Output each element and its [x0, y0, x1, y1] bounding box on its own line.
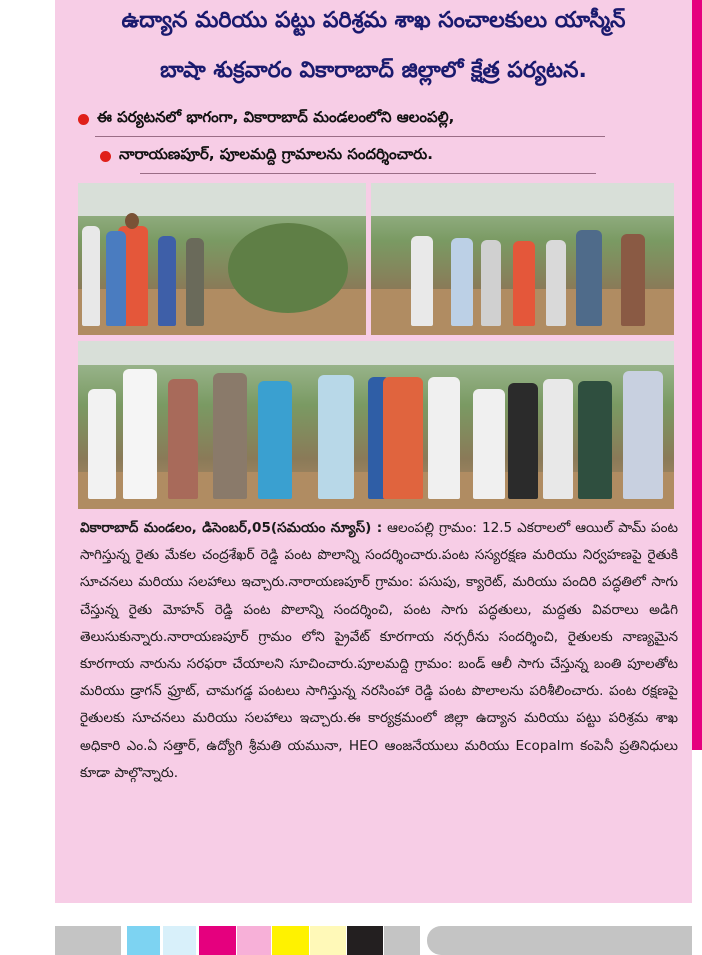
headline-line-2: బాషా శుక్రవారం వికారాబాద్ జిల్లాలో క్షేత్ర పర్యటన.	[160, 58, 587, 83]
color-swatch-light-magenta	[237, 926, 271, 955]
body-paragraph: ఆలంపల్లి గ్రామం: 12.5 ఎకరాలలో ఆయిల్ పామ్ పంట సాగిస్తున్న రైతు మేకల చంద్రశేఖర్ రెడ్డి పంట పొలాన్ని సందర్శించారు.పంట సస్యరక్షణ మరియు నిర్వహణపై రైతుకి సూచనలు మరియు సలహాలు ఇచ్చారు.నారాయణపూర్ గ్రామం: పసుపు, క్యారెట్, మరియు పందిరి పద్ధతిలో సాగు చేస్తున్న రైతు మోహన్ రెడ్డి పంట పొలాన్ని సందర్శించి, పంట సాగు పద్ధతులు, మద్దతు వివరాలు అడిగి తెలుసుకున్నారు.నారాయణపూర్ గ్రామం లోని ప్రైవేట్ కూరగాయ నర్సరీను సందర్శించి, రైతులకు నాణ్యమైన కూరగాయ నారును సరఫరా చేయాలని సూచించారు.పూలమద్ది గ్రామం: బండ్ ఆలీ సాగు చేస్తున్న బంతి పూలతోట మరియు డ్రాగన్ ఫ్రూట్, చామగడ్డ పంటలు సాగిస్తున్న నరసింహా రెడ్డి పంట పొలాలను పరిశీలించారు. పంట రక్షణపై రైతులకు సూచనలు మరియు సలహాలు ఇచ్చారు.ఈ కార్యక్రమంలో జిల్లా ఉద్యాన మరియు పట్టు పరిశ్రమ శాఖ అధికారి ఎం.ఏ సత్తార్, ఉద్యోగి శ్రీమతి యమునా, HEO ఆంజనేయులు మరియు Ecopalm కంపెనీ ప్రతినిధులు కూడా పాల్గొన్నారు.	[80, 520, 679, 781]
bullet-item-1	[78, 108, 454, 130]
group-photo	[78, 341, 674, 509]
headline-line-1: ఉద్యాన మరియు పట్టు పరిశ్రమ శాఖ సంచాలకులు యాస్మీన్	[121, 8, 626, 33]
color-swatch-light-yellow	[310, 926, 346, 955]
bullet-text-2: నారాయణపూర్, పూలమద్ది గ్రామాలను సందర్శించారు.	[119, 145, 433, 163]
color-swatch-gray	[384, 926, 420, 955]
field-visit-photo-1	[78, 183, 366, 335]
red-bullet-icon	[100, 151, 111, 162]
article-body	[80, 515, 678, 787]
bullet-item-2	[100, 145, 433, 167]
color-swatch-black	[347, 926, 383, 955]
dateline: వికారాబాద్ మండలం, డిసెంబర్,05(సమయం న్యూస్) :	[80, 520, 383, 536]
color-swatch-yellow	[272, 926, 309, 955]
color-bar-pill	[427, 926, 692, 955]
red-bullet-icon	[78, 114, 89, 125]
color-swatch-cyan	[127, 926, 160, 955]
field-visit-photo-2	[371, 183, 674, 335]
bullet-text-1: ఈ పర్యటనలో భాగంగా, వికారాబాద్ మండలంలోని ఆలంపల్లి,	[97, 108, 455, 126]
color-swatch-magenta	[199, 926, 236, 955]
magenta-side-stripe	[692, 0, 702, 750]
color-swatch-gray	[55, 926, 121, 955]
color-swatch-light-cyan	[163, 926, 196, 955]
bullet-divider	[140, 173, 596, 174]
bullet-divider	[95, 136, 605, 137]
